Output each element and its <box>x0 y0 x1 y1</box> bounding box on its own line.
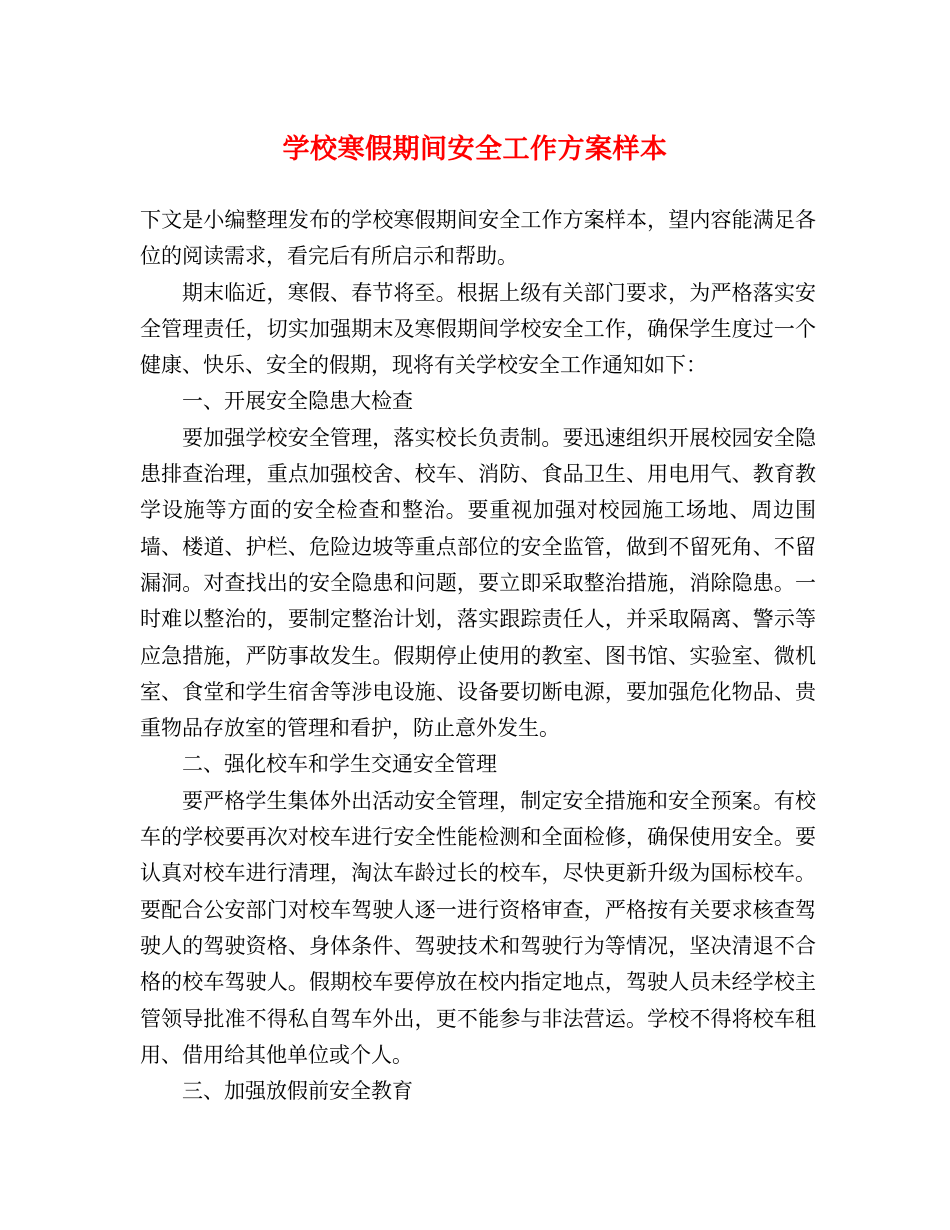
section-heading-2: 二、强化校车和学生交通安全管理 <box>182 752 497 777</box>
section-heading-1: 一、开展安全隐患大检查 <box>182 389 413 414</box>
paragraph-notice: 期末临近，寒假、春节将至。根据上级有关部门要求，为严格落实安全管理责任，切实加强期末及寒假期间学校安全工作，确保学生度过一个健康、快乐、安全的假期，现将有关学校安全工作通知如下： <box>140 280 816 378</box>
section-heading-3: 三、加强放假前安全教育 <box>182 1079 413 1104</box>
document-body <box>140 202 816 1109</box>
paragraph-intro: 下文是小编整理发布的学校寒假期间安全工作方案样本，望内容能满足各位的阅读需求，看完后有所启示和帮助。 <box>140 208 816 269</box>
paragraph-section-1: 要加强学校安全管理，落实校长负责制。要迅速组织开展校园安全隐患排查治理，重点加强校舍、校车、消防、食品卫生、用电用气、教育教学设施等方面的安全检查和整治。要重视加强对校园施工场地、周边围墙、楼道、护栏、危险边坡等重点部位的安全监管，做到不留死角、不留漏洞。对查找出的安全隐患和问题，要立即采取整治措施，消除隐患。一时难以整治的，要制定整治计划，落实跟踪责任人，并采取隔离、警示等应急措施，严防事故发生。假期停止使用的教室、图书馆、实验室、微机室、食堂和学生宿舍等涉电设施、设备要切断电源，要加强危化物品、贵重物品存放室的管理和看护，防止意外发生。 <box>140 425 816 741</box>
document-title: 学校寒假期间安全工作方案样本 <box>282 134 668 165</box>
paragraph-section-2: 要严格学生集体外出活动安全管理，制定安全措施和安全预案。有校车的学校要再次对校车进行安全性能检测和全面检修，确保使用安全。要认真对校车进行清理，淘汰车龄过长的校车，尽快更新升级为国标校车。要配合公安部门对校车驾驶人逐一进行资格审查，严格按有关要求核查驾驶人的驾驶资格、身体条件、驾驶技术和驾驶行为等情况，坚决清退不合格的校车驾驶人。假期校车要停放在校内指定地点，驾驶人员未经学校主管领导批准不得私自驾车外出，更不能参与非法营运。学校不得将校车租用、借用给其他单位或个人。 <box>140 788 816 1067</box>
